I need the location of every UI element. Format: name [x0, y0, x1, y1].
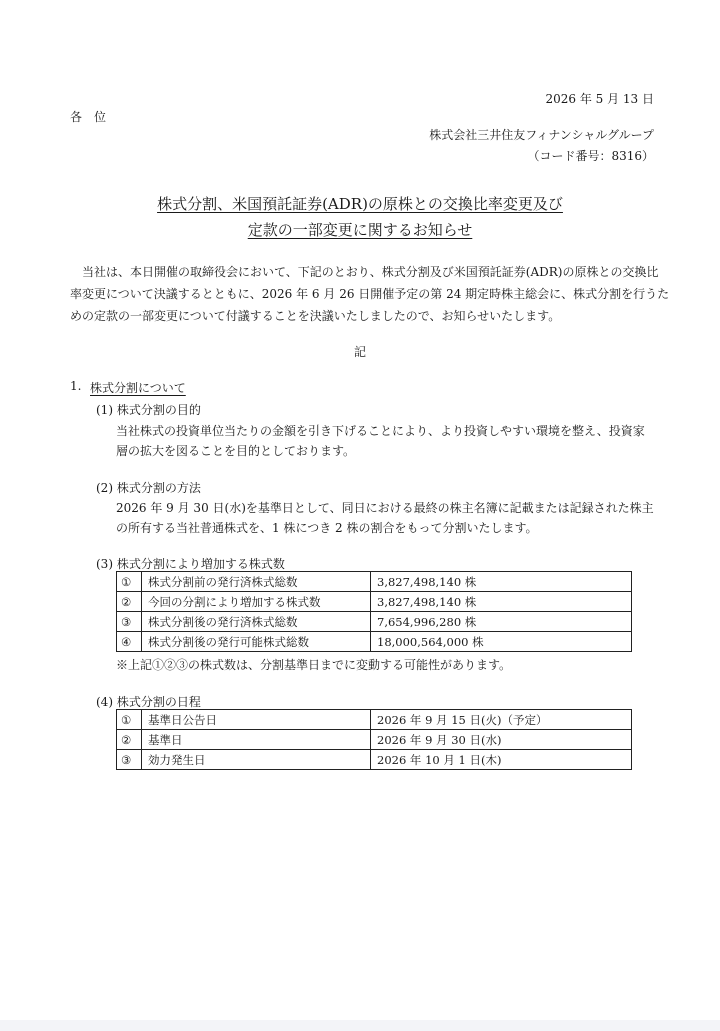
- title-line-1: 株式分割、米国預託証券(ADR)の原株との交換比率変更及び: [157, 195, 563, 213]
- table-row: [117, 632, 632, 652]
- row-value: 18,000,564,000 株: [371, 632, 632, 652]
- ki-marker: 記: [353, 345, 366, 359]
- row-number: ②: [117, 592, 142, 612]
- row-value: 3,827,498,140 株: [371, 592, 632, 612]
- document-date: 2026 年 5 月 13 日: [545, 92, 654, 106]
- method-line-1: 2026 年 9 月 30 日(水)を基準日として、同日における最終の株主名簿に記載または記録された株主: [116, 501, 654, 515]
- row-value: 3,827,498,140 株: [371, 572, 632, 592]
- row-label: 株式分割後の発行済株式総数: [142, 612, 371, 632]
- purpose-line-2: 層の拡大を図ることを目的としております。: [116, 444, 356, 458]
- company-name: 株式会社三井住友フィナンシャルグループ: [429, 128, 654, 142]
- row-number: ③: [117, 612, 142, 632]
- row-label: 基準日: [142, 730, 371, 750]
- method-line-2: の所有する当社普通株式を、1 株につき 2 株の割合をもって分割いたします。: [116, 521, 538, 535]
- viewer-background: [0, 1020, 720, 1031]
- row-label: 今回の分割により増加する株式数: [142, 592, 371, 612]
- row-value: 7,654,996,280 株: [371, 612, 632, 632]
- row-label: 株式分割前の発行済株式総数: [142, 572, 371, 592]
- increase-heading: (3) 株式分割により増加する株式数: [96, 557, 285, 571]
- purpose-line-1: 当社株式の投資単位当たりの金額を引き下げることにより、より投資しやすい環境を整え、投資家: [116, 424, 645, 438]
- row-value: 2026 年 10 月 1 日(木): [371, 750, 632, 770]
- intro-line-2: 率変更について決議するとともに、2026 年 6 月 26 日開催予定の第 24 期定時株主総会に、株式分割を行うた: [70, 287, 670, 301]
- method-heading: (2) 株式分割の方法: [96, 481, 201, 495]
- title-line-2: 定款の一部変更に関するお知らせ: [247, 221, 473, 239]
- section-heading: 株式分割について: [90, 381, 186, 395]
- addressee: 各 位: [70, 110, 107, 124]
- increase-table: [116, 571, 632, 652]
- table-row: [117, 572, 632, 592]
- row-number: ②: [117, 730, 142, 750]
- increase-note: ※上記①②③の株式数は、分割基準日までに変動する可能性があります。: [116, 658, 512, 672]
- row-number: ①: [117, 710, 142, 730]
- table-row: [117, 750, 632, 770]
- schedule-heading: (4) 株式分割の日程: [96, 695, 201, 709]
- table-row: [117, 710, 632, 730]
- row-number: ①: [117, 572, 142, 592]
- row-label: 基準日公告日: [142, 710, 371, 730]
- table-row: [117, 612, 632, 632]
- stock-code: （コード番号：8316）: [527, 149, 654, 163]
- table-row: [117, 730, 632, 750]
- intro-line-1: 当社は、本日開催の取締役会において、下記のとおり、株式分割及び米国預託証券(ADR)の原株との交換比: [82, 265, 659, 279]
- row-value: 2026 年 9 月 15 日(火)（予定）: [371, 710, 632, 730]
- row-number: ④: [117, 632, 142, 652]
- table-row: [117, 592, 632, 612]
- purpose-heading: (1) 株式分割の目的: [96, 403, 201, 417]
- intro-line-3: めの定款の一部変更について付議することを決議いたしましたので、お知らせいたします。: [70, 309, 561, 323]
- row-number: ③: [117, 750, 142, 770]
- schedule-table: [116, 709, 632, 770]
- section-number: 1.: [70, 379, 82, 393]
- row-value: 2026 年 9 月 30 日(水): [371, 730, 632, 750]
- row-label: 株式分割後の発行可能株式総数: [142, 632, 371, 652]
- row-label: 効力発生日: [142, 750, 371, 770]
